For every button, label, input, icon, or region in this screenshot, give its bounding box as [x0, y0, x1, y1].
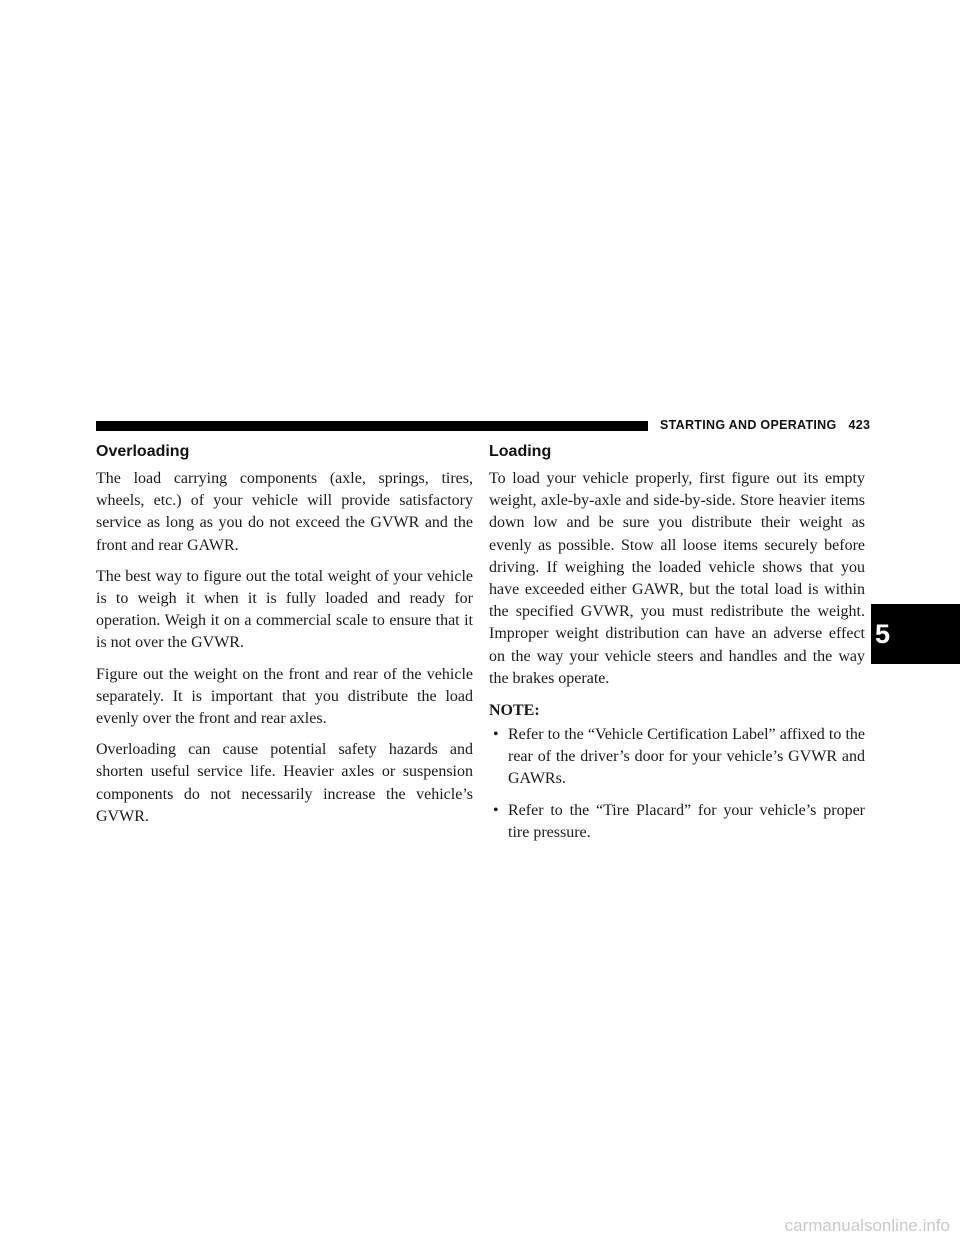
loading-heading: Loading — [489, 443, 552, 460]
paragraph: The best way to figure out the total weight of your vehicle is to weigh it when it is fully loaded and ready for operation. Weigh it on a commercial scale to ensure that it is not over the GVWR. — [96, 567, 473, 652]
page-number: 423 — [848, 418, 871, 432]
paragraph: Figure out the weight on the front and rear of the vehicle separately. It is important that you distribute the load evenly over the front and rear axles. — [96, 665, 473, 728]
list-item — [489, 724, 865, 791]
right-column — [489, 440, 865, 853]
overloading-heading: Overloading — [96, 443, 190, 460]
list-item-text: Refer to the “Tire Placard” for your vehicle’s proper tire pressure. — [508, 801, 865, 841]
list-item-text: Refer to the “Vehicle Certification Label” affixed to the rear of the driver’s door for your vehicle’s GVWR and GAWRs. — [508, 726, 865, 788]
paragraph: Overloading can cause potential safety hazards and shorten useful service life. Heavier axles or suspension components do not necessarily increase the vehicle’s GVWR. — [96, 741, 473, 825]
paragraph: The load carrying components (axle, springs, tires, wheels, etc.) of your vehicle will provide satisfactory service as long as you do not exceed the GVWR and the front and rear GAWR. — [96, 470, 473, 554]
left-column — [96, 440, 473, 837]
header-rule — [96, 421, 648, 431]
section-title: STARTING AND OPERATING — [660, 418, 837, 432]
note-label: NOTE: — [489, 702, 540, 720]
running-head — [660, 418, 870, 432]
paragraph: To load your vehicle properly, first figure out its empty weight, axle-by-axle and side-by-side. Store heavier items down low and be sure you distribute their weight as evenly as possible. Stow all loose items securely before driving. If weighing the loaded vehicle shows that you have exceeded either GAWR, but the total load is within the specified GVWR, you must redistribute the weight. Improper weight distribution can have an adverse effect on the way your vehicle steers and handles and the way the brakes operate. — [489, 470, 865, 687]
bullet-icon: • — [493, 801, 499, 819]
note-list — [489, 724, 865, 844]
list-item — [489, 800, 865, 844]
bullet-icon: • — [493, 726, 499, 744]
watermark: carmanualsonline.info — [784, 1216, 950, 1235]
chapter-tab: 5 — [871, 604, 960, 664]
